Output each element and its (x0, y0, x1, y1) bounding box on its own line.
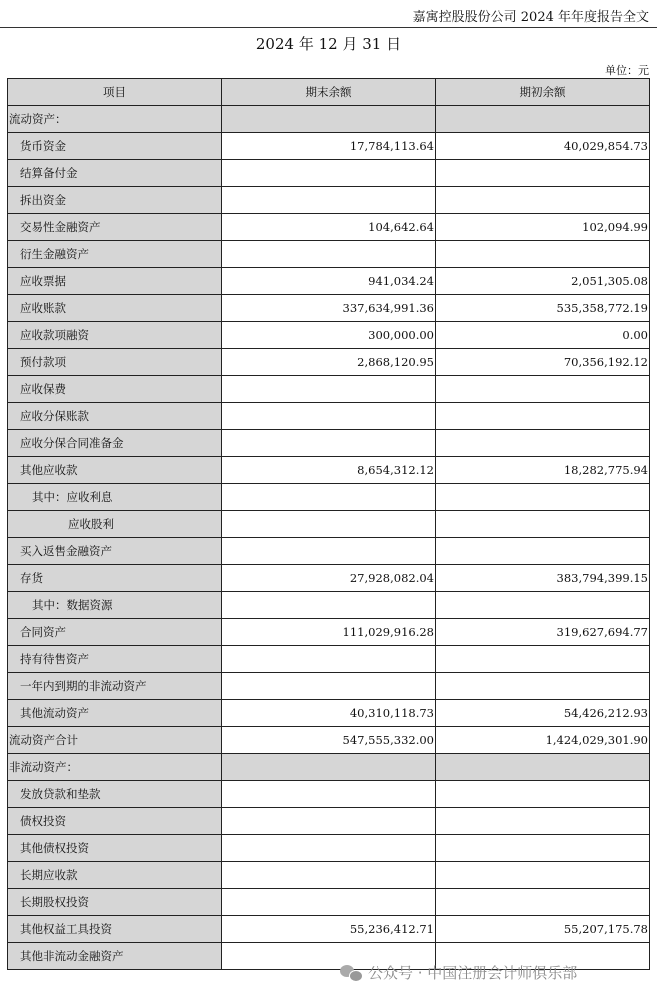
row-label: 其他流动资产 (8, 700, 222, 727)
table-row (8, 457, 650, 484)
row-label: 应收票据 (8, 268, 222, 295)
table-row (8, 781, 650, 808)
row-label: 债权投资 (8, 808, 222, 835)
beginning-balance-cell (436, 646, 650, 673)
row-label: 应收分保合同准备金 (8, 430, 222, 457)
table-row (8, 619, 650, 646)
beginning-balance-cell: 54,426,212.93 (436, 700, 650, 727)
beginning-balance-cell (436, 889, 650, 916)
ending-balance-cell: 941,034.24 (222, 268, 436, 295)
ending-balance-cell: 55,236,412.71 (222, 916, 436, 943)
row-label: 其他权益工具投资 (8, 916, 222, 943)
beginning-balance-cell (436, 592, 650, 619)
beginning-balance-cell: 2,051,305.08 (436, 268, 650, 295)
ending-balance-cell (222, 187, 436, 214)
table-row (8, 160, 650, 187)
table-row (8, 484, 650, 511)
row-label: 存货 (8, 565, 222, 592)
page-header (0, 0, 657, 28)
ending-balance-cell (222, 592, 436, 619)
table-row (8, 646, 650, 673)
row-label: 其中：应收利息 (8, 484, 222, 511)
beginning-balance-cell (436, 808, 650, 835)
watermark (340, 962, 577, 983)
beginning-balance-cell: 70,356,192.12 (436, 349, 650, 376)
row-label: 非流动资产： (8, 754, 222, 781)
table-row (8, 268, 650, 295)
row-label: 预付款项 (8, 349, 222, 376)
ending-balance-cell: 8,654,312.12 (222, 457, 436, 484)
wechat-icon (340, 965, 362, 981)
beginning-balance-cell (436, 241, 650, 268)
beginning-balance-cell (436, 754, 650, 781)
beginning-balance-cell (436, 835, 650, 862)
currency-unit: 单位：元 (605, 64, 649, 77)
ending-balance-cell (222, 754, 436, 781)
table-row (8, 241, 650, 268)
row-label: 其中：数据资源 (8, 592, 222, 619)
row-label: 应收保费 (8, 376, 222, 403)
table-row (8, 727, 650, 754)
beginning-balance-cell: 319,627,694.77 (436, 619, 650, 646)
ending-balance-cell: 2,868,120.95 (222, 349, 436, 376)
ending-balance-cell (222, 430, 436, 457)
beginning-balance-cell (436, 160, 650, 187)
ending-balance-cell (222, 673, 436, 700)
ending-balance-cell (222, 862, 436, 889)
table-row (8, 511, 650, 538)
beginning-balance-cell (436, 106, 650, 133)
table-row (8, 808, 650, 835)
beginning-balance-cell (436, 484, 650, 511)
row-label: 持有待售资产 (8, 646, 222, 673)
table-row (8, 754, 650, 781)
ending-balance-cell: 104,642.64 (222, 214, 436, 241)
ending-balance-cell (222, 511, 436, 538)
table-row (8, 106, 650, 133)
table-row (8, 916, 650, 943)
row-label: 应收股利 (8, 511, 222, 538)
ending-balance-cell (222, 889, 436, 916)
beginning-balance-cell (436, 538, 650, 565)
beginning-balance-cell: 0.00 (436, 322, 650, 349)
beginning-balance-cell (436, 376, 650, 403)
ending-balance-cell (222, 808, 436, 835)
beginning-balance-cell: 40,029,854.73 (436, 133, 650, 160)
row-label: 合同资产 (8, 619, 222, 646)
row-label: 拆出资金 (8, 187, 222, 214)
row-label: 货币资金 (8, 133, 222, 160)
ending-balance-cell (222, 484, 436, 511)
row-label: 应收账款 (8, 295, 222, 322)
table-row (8, 835, 650, 862)
table-row (8, 133, 650, 160)
beginning-balance-cell (436, 673, 650, 700)
beginning-balance-cell: 535,358,772.19 (436, 295, 650, 322)
beginning-balance-cell: 1,424,029,301.90 (436, 727, 650, 754)
ending-balance-cell: 17,784,113.64 (222, 133, 436, 160)
table-row (8, 403, 650, 430)
row-label: 买入返售金融资产 (8, 538, 222, 565)
table-row (8, 295, 650, 322)
row-label: 长期应收款 (8, 862, 222, 889)
table-row (8, 322, 650, 349)
beginning-balance-cell: 18,282,775.94 (436, 457, 650, 484)
table-row (8, 187, 650, 214)
row-label: 流动资产： (8, 106, 222, 133)
table-row (8, 214, 650, 241)
table-row (8, 592, 650, 619)
ending-balance-cell: 547,555,332.00 (222, 727, 436, 754)
row-label: 交易性金融资产 (8, 214, 222, 241)
row-label: 一年内到期的非流动资产 (8, 673, 222, 700)
ending-balance-cell: 40,310,118.73 (222, 700, 436, 727)
ending-balance-cell (222, 646, 436, 673)
row-label: 长期股权投资 (8, 889, 222, 916)
table-header-row (8, 79, 650, 106)
row-label: 其他应收款 (8, 457, 222, 484)
row-label: 其他债权投资 (8, 835, 222, 862)
ending-balance-cell (222, 403, 436, 430)
ending-balance-cell (222, 160, 436, 187)
table-row (8, 349, 650, 376)
balance-sheet-table (7, 78, 650, 970)
beginning-balance-cell (436, 781, 650, 808)
watermark-text: 公众号 · 中国注册会计师俱乐部 (368, 964, 578, 982)
beginning-balance-cell: 383,794,399.15 (436, 565, 650, 592)
table-row (8, 700, 650, 727)
column-header-beginning-balance: 期初余额 (436, 79, 650, 106)
row-label: 应收款项融资 (8, 322, 222, 349)
ending-balance-cell (222, 835, 436, 862)
ending-balance-cell (222, 376, 436, 403)
row-label: 其他非流动金融资产 (8, 943, 222, 970)
table-row (8, 565, 650, 592)
table-row (8, 538, 650, 565)
row-label: 衍生金融资产 (8, 241, 222, 268)
ending-balance-cell: 27,928,082.04 (222, 565, 436, 592)
beginning-balance-cell (436, 430, 650, 457)
ending-balance-cell (222, 106, 436, 133)
table-row (8, 430, 650, 457)
company-report-title: 嘉寓控股股份公司 2024 年年度报告全文 (412, 10, 649, 25)
ending-balance-cell (222, 538, 436, 565)
row-label: 应收分保账款 (8, 403, 222, 430)
report-date: 2024 年 12 月 31 日 (255, 35, 402, 53)
ending-balance-cell (222, 781, 436, 808)
beginning-balance-cell (436, 403, 650, 430)
table-body (8, 106, 650, 970)
beginning-balance-cell: 102,094.99 (436, 214, 650, 241)
table-row (8, 889, 650, 916)
ending-balance-cell: 337,634,991.36 (222, 295, 436, 322)
beginning-balance-cell (436, 511, 650, 538)
column-header-item: 项目 (8, 79, 222, 106)
beginning-balance-cell: 55,207,175.78 (436, 916, 650, 943)
row-label: 结算备付金 (8, 160, 222, 187)
table-row (8, 862, 650, 889)
ending-balance-cell: 300,000.00 (222, 322, 436, 349)
row-label: 流动资产合计 (8, 727, 222, 754)
ending-balance-cell (222, 241, 436, 268)
beginning-balance-cell (436, 862, 650, 889)
row-label: 发放贷款和垫款 (8, 781, 222, 808)
table-row (8, 376, 650, 403)
table-row (8, 673, 650, 700)
column-header-ending-balance: 期末余额 (222, 79, 436, 106)
beginning-balance-cell (436, 187, 650, 214)
ending-balance-cell: 111,029,916.28 (222, 619, 436, 646)
